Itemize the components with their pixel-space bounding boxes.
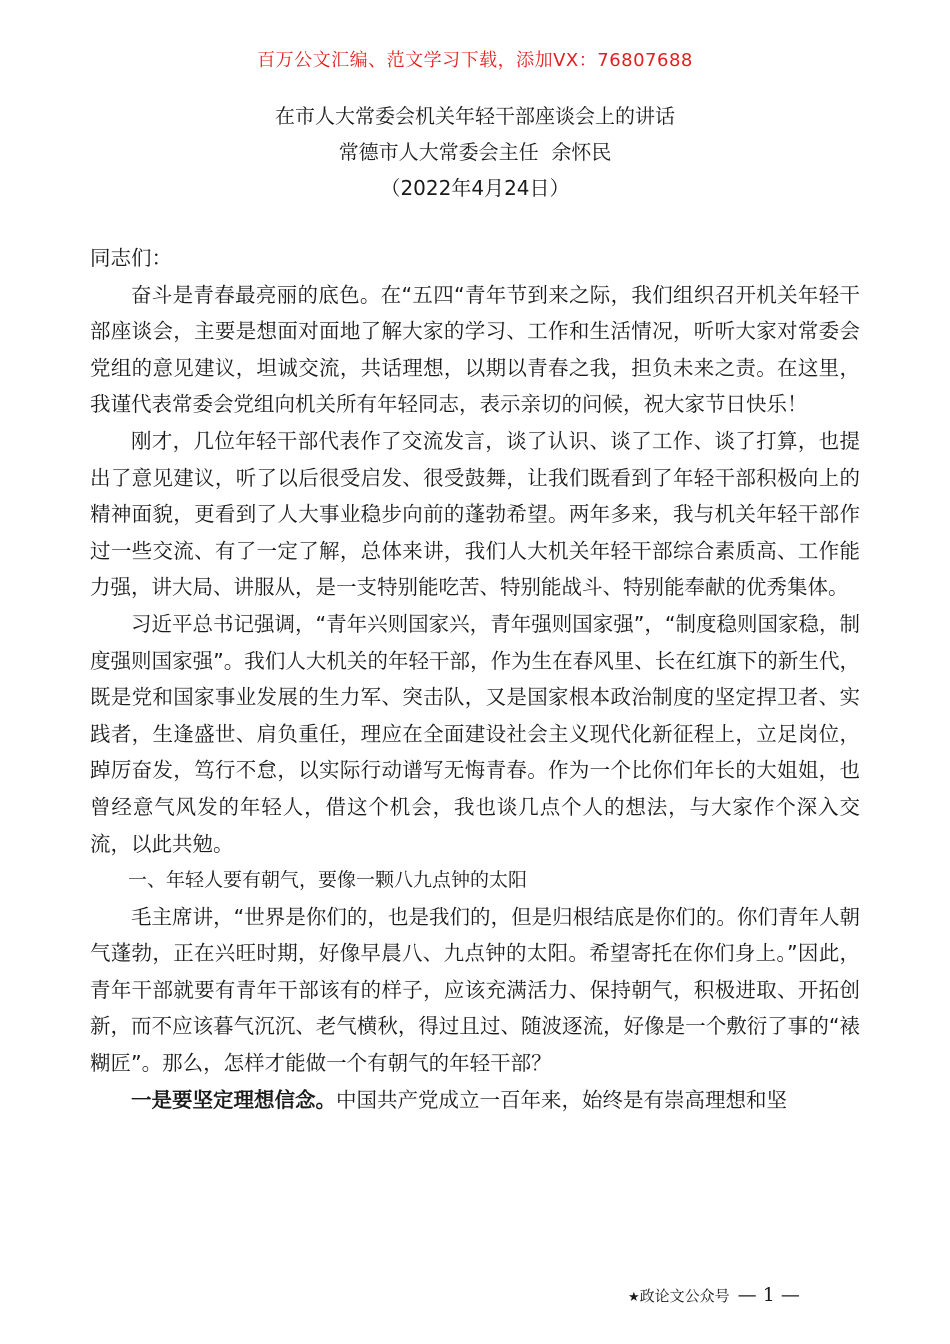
promo-banner: 百万公文汇编、范文学习下载，添加VX：76807688	[257, 50, 693, 71]
speech-date: （2022年4月24日）	[380, 176, 570, 200]
paragraph-3: 习近平总书记强调，“青年兴则国家兴，青年强则国家强”，“制度稳则国家稳，制度强则国家强”。我们人大机关的年轻干部，作为生在春风里、长在红旗下的新生代，既是党和国家事业发展的生力军、突击队，又是国家根本政治制度的坚定捍卫者、实践者，生逢盛世、肩负重任，理应在全面建设社会主义现代化新征程上，立足岗位，踔厉奋发，笃行不怠，以实际行动谱写无悔青春。作为一个比你们年长的大姐姐，也曾经意气风发的年轻人，借这个机会，我也谈几点个人的想法，与大家作个深入交流，以此共勉。	[90, 611, 860, 856]
salutation: 同志们：	[90, 246, 172, 270]
paragraph-5-text: 中国共产党成立一百年来，始终是有崇高理想和坚	[336, 1087, 787, 1112]
paragraph-2: 刚才，几位年轻干部代表作了交流发言，谈了认识、谈了工作、谈了打算，也提出了意见建议，听了以后很受启发、很受鼓舞，让我们既看到了年轻干部积极向上的精神面貌，更看到了人大事业稳步向前的蓬勃希望。两年多来，我与机关年轻干部作过一些交流、有了一定了解，总体来讲，我们人大机关年轻干部综合素质高、工作能力强，讲大局、讲服从，是一支特别能吃苦、特别能战斗、特别能奉献的优秀集体。	[90, 428, 860, 600]
paragraph-4: 毛主席讲，“世界是你们的，也是我们的，但是归根结底是你们的。你们青年人朝气蓬勃，正在兴旺时期，好像早晨八、九点钟的太阳。希望寄托在你们身上。”因此，青年干部就要有青年干部该有的样子，应该充满活力、保持朝气，积极进取、开拓创新，而不应该暮气沉沉、老气横秋，得过且过、随波逐流，好像是一个敷衍了事的“裱糊匠”。那么，怎样才能做一个有朝气的年轻干部？	[90, 904, 860, 1076]
speaker-line: 常德市人大常委会主任 余怀民	[338, 140, 612, 164]
title-block	[0, 98, 950, 206]
star-icon: ★	[628, 1290, 640, 1305]
speech-title: 在市人大常委会机关年轻干部座谈会上的讲话	[275, 104, 675, 128]
footer-source: 政论文公众号	[639, 1287, 730, 1305]
paragraph-5	[90, 1082, 860, 1119]
paragraph-1: 奋斗是青春最亮丽的底色。在“五四“青年节到来之际，我们组织召开机关年轻干部座谈会，主要是想面对面地了解大家的学习、工作和生活情况，听听大家对常委会党组的意见建议，坦诚交流，共话理想，以期以青春之我，担负未来之责。在这里，我谨代表常委会党组向机关所有年轻同志，表示亲切的问候，祝大家节日快乐！	[90, 282, 860, 417]
section-heading-1: 一、年轻人要有朝气，要像一颗八九点钟的太阳	[128, 869, 528, 892]
page-number: — 1 —	[737, 1284, 800, 1306]
body-text	[90, 240, 860, 1118]
page-footer	[628, 1284, 800, 1306]
paragraph-5-lead: 一是要坚定理想信念。	[131, 1087, 336, 1112]
